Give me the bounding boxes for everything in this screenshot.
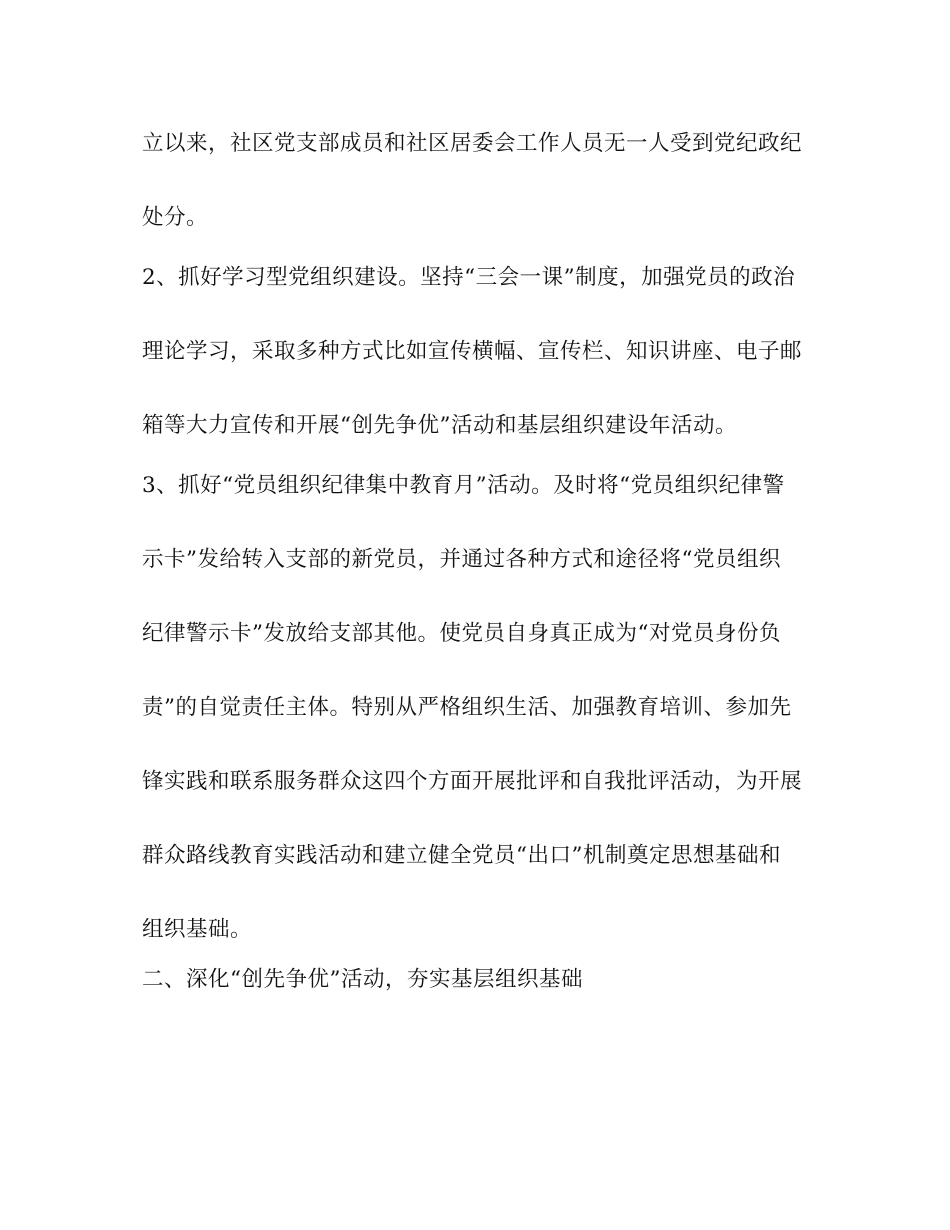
section-heading: 二、深化“创先争优”活动，夯实基层组织基础 [142,967,583,992]
paragraph-line: 3、抓好“党员组织纪律集中教育月”活动。及时将“党员组织纪律警 [142,473,785,498]
paragraph-line: 理论学习，采取多种方式比如宣传横幅、宣传栏、知识讲座、电子邮 [142,339,803,364]
paragraph-line: 组织基础。 [142,917,253,942]
paragraph-line: 示卡”发给转入支部的新党员，并通过各种方式和途径将“党员组织 [142,547,781,572]
paragraph-line: 立以来，社区党支部成员和社区居委会工作人员无一人受到党纪政纪 [142,131,803,156]
paragraph-line: 箱等大力宣传和开展“创先争优”活动和基层组织建设年活动。 [142,413,737,438]
paragraph-line: 锋实践和联系服务群众这四个方面开展批评和自我批评活动，为开展 [142,769,803,794]
paragraph-line: 纪律警示卡”发放给支部其他。使党员自身真正成为“对党员身份负 [142,621,781,646]
paragraph-line: 处分。 [142,205,209,230]
paragraph-line: 群众路线教育实践活动和建立健全党员“出口”机制奠定思想基础和 [142,843,781,868]
paragraph-line: 2、抓好学习型党组织建设。坚持“三会一课”制度，加强党员的政治 [142,265,796,290]
paragraph-line: 责”的自觉责任主体。特别从严格组织生活、加强教育培训、参加先 [142,695,792,720]
